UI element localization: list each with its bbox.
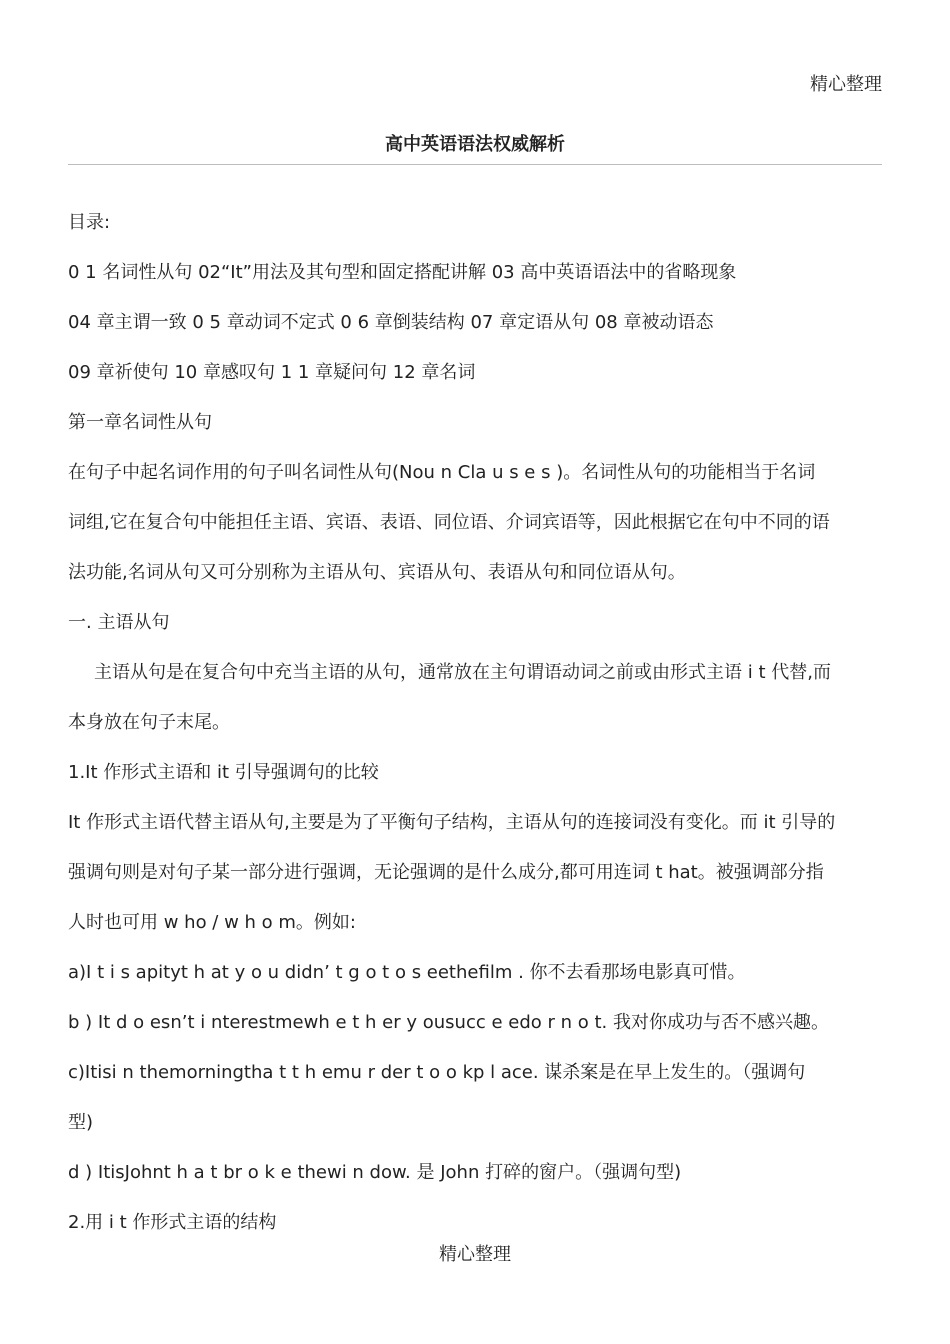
example-line: a)I t i s apityt h at y o u didn’ t g o t o s eethefilm . 你不去看那场电影真可惜。 [68, 962, 746, 983]
toc-line: 09 章祈使句 10 章感叹句 1 1 章疑问句 12 章名词 [68, 362, 476, 383]
document-title: 高中英语语法权威解析 [385, 134, 565, 155]
header-label: 精心整理 [810, 74, 882, 95]
footer-label: 精心整理 [439, 1244, 511, 1265]
paragraph-line: 词组,它在复合句中能担任主语、宾语、表语、同位语、介词宾语等，因此根据它在句中不同的语 [68, 512, 830, 533]
paragraph-line: It 作形式主语代替主语从句,主要是为了平衡句子结构，主语从句的连接词没有变化。而 it 引导的 [68, 812, 836, 833]
section-title: 一. 主语从句 [68, 612, 170, 633]
example-line: d ) ItisJohnt h a t br o k e thewi n dow. 是 John 打碎的窗户。（强调句型) [68, 1162, 682, 1183]
example-line: 型) [68, 1112, 94, 1133]
chapter-title: 第一章名词性从句 [68, 412, 212, 433]
toc-label: 目录: [68, 212, 111, 233]
toc-line: 04 章主谓一致 0 5 章动词不定式 0 6 章倒装结构 07 章定语从句 08 章被动语态 [68, 312, 714, 333]
subsection-title: 2.用 i t 作形式主语的结构 [68, 1212, 277, 1233]
paragraph-line: 人时也可用 w ho / w h o m。例如: [68, 912, 356, 933]
paragraph-line: 强调句则是对句子某一部分进行强调，无论强调的是什么成分,都可用连词 t hat。被强调部分指 [68, 862, 824, 883]
paragraph-line: 法功能,名词从句又可分别称为主语从句、宾语从句、表语从句和同位语从句。 [68, 562, 686, 583]
document-body [68, 198, 882, 1248]
example-line: c)Itisi n themorningtha t t h emu r der t o o kp l ace. 谋杀案是在早上发生的。（强调句 [68, 1062, 806, 1083]
title-divider [68, 164, 882, 165]
subsection-title: 1.It 作形式主语和 it 引导强调句的比较 [68, 762, 379, 783]
paragraph-line: 本身放在句子末尾。 [68, 712, 230, 733]
paragraph-line: 主语从句是在复合句中充当主语的从句，通常放在主句谓语动词之前或由形式主语 i t 代替,而 [94, 662, 831, 683]
example-line: b ) It d o esn’t i nterestmewh e t h er y ousucc e edo r n o t. 我对你成功与否不感兴趣。 [68, 1012, 829, 1033]
paragraph-line: 在句子中起名词作用的句子叫名词性从句(Nou n Cla u s e s )。名词性从句的功能相当于名词 [68, 462, 816, 483]
toc-line: 0 1 名词性从句 02“It”用法及其句型和固定搭配讲解 03 高中英语语法中的省略现象 [68, 262, 737, 283]
